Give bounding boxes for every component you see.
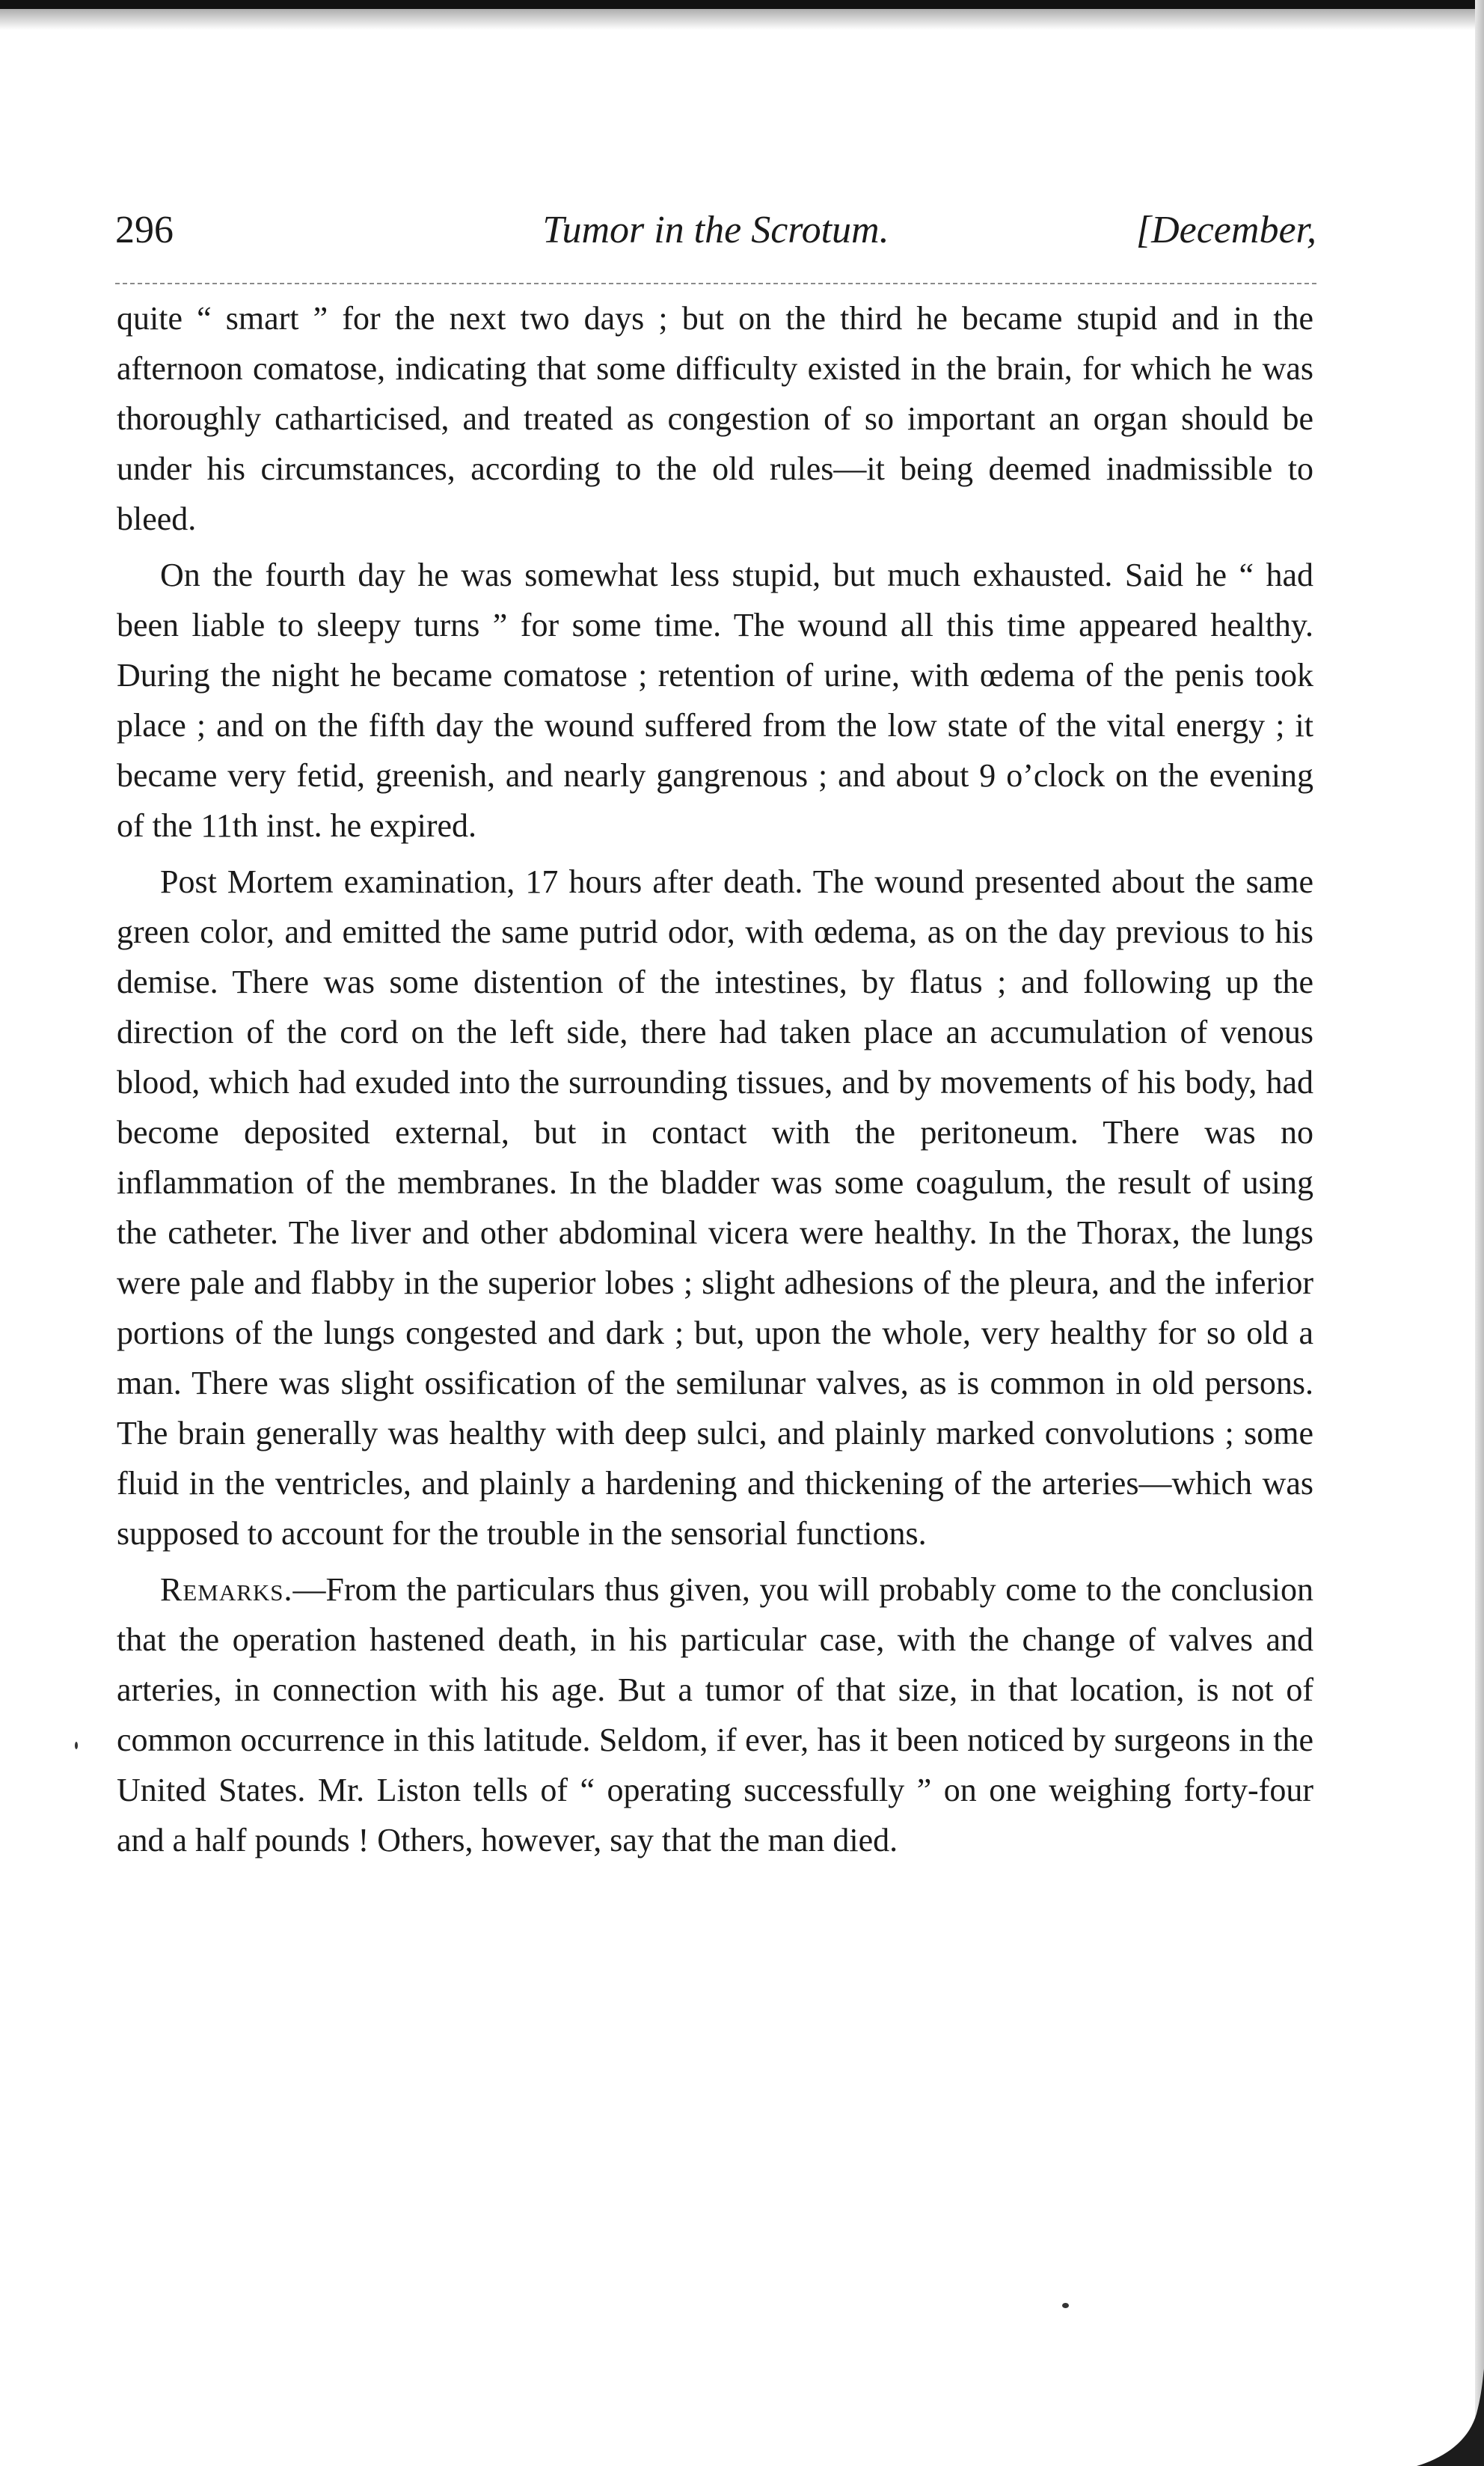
page-number: 296 xyxy=(115,209,174,251)
page-top-shadow xyxy=(0,0,1484,9)
running-date: [December, xyxy=(1135,209,1316,251)
remarks-heading: Remarks. xyxy=(160,1571,293,1608)
remarks-text: —From the particulars thus given, you will probably come to the conclusion that the operation hastened death, in his particular case, with the change of valves and arteries, in connection with his age. But a tumor of that size, in that location, is not of common occurrence in this latitude. Seldom, if ever, has it been noticed by surgeons in the United States. Mr. Liston tells of “ operating successfully ” on one weighing forty-four and a half pounds ! Others, however, say that the man died. xyxy=(117,1571,1313,1858)
paragraph-continued: quite “ smart ” for the next two days ; but on the third he became stupid and in the afternoon comatose, indicating that some difficulty existed in the brain, for which he was thoroughly catharticised, and treated as congestion of so important an organ should be under his circumstances, according to the old rules—it being deemed inadmissible to bleed. xyxy=(117,300,1313,537)
paragraph-post-mortem: Post Mortem examination, 17 hours after death. The wound presented about the same green color, and emitted the same putrid odor, with œdema, as on the day previous to his demise. There was some distention of the intestines, by flatus ; and following up the direction of the cord on the left side, there had taken place an accumulation of venous blood, which had exuded into the surrounding tissues, and by movements of his body, had become deposited external, but in contact with the peritoneum. There was no inflammation of the membranes. In the bladder was some coagulum, the result of using the catheter. The liver and other abdominal vicera were healthy. In the Thorax, the lungs were pale and flabby in the superior lobes ; slight adhesions of the pleura, and the inferior portions of the lungs congested and dark ; but, upon the whole, very healthy for so old a man. There was slight ossification of the semilunar valves, as is common in old persons. The brain generally was healthy with deep sulci, and plainly marked convolutions ; some fluid in the ventricles, and plainly a hardening and thickening of the arteries—which was supposed to account for the trouble in the sensorial functions. xyxy=(117,863,1313,1552)
page-corner-curl xyxy=(1417,2369,1484,2466)
running-title: Tumor in the Scrotum. xyxy=(542,209,889,251)
paragraph-remarks xyxy=(117,1564,1313,1865)
paragraph-fourth-day: On the fourth day he was somewhat less stupid, but much exhausted. Said he “ had been liable to sleepy turns ” for some time. The wound all this time appeared healthy. During the night he became comatose ; retention of urine, with œdema of the penis took place ; and on the fifth day the wound suffered from the low state of the vital energy ; it became very fetid, greenish, and nearly gangrenous ; and about 9 o’clock on the evening of the 11th inst. he expired. xyxy=(117,557,1313,844)
page-right-edge xyxy=(1475,0,1484,2466)
page-header xyxy=(115,208,1316,260)
ink-speck xyxy=(1062,2303,1069,2308)
ink-speck xyxy=(75,1742,78,1749)
article-body xyxy=(117,293,1313,1871)
page-top-gradient xyxy=(0,9,1484,30)
header-rule xyxy=(115,283,1316,284)
